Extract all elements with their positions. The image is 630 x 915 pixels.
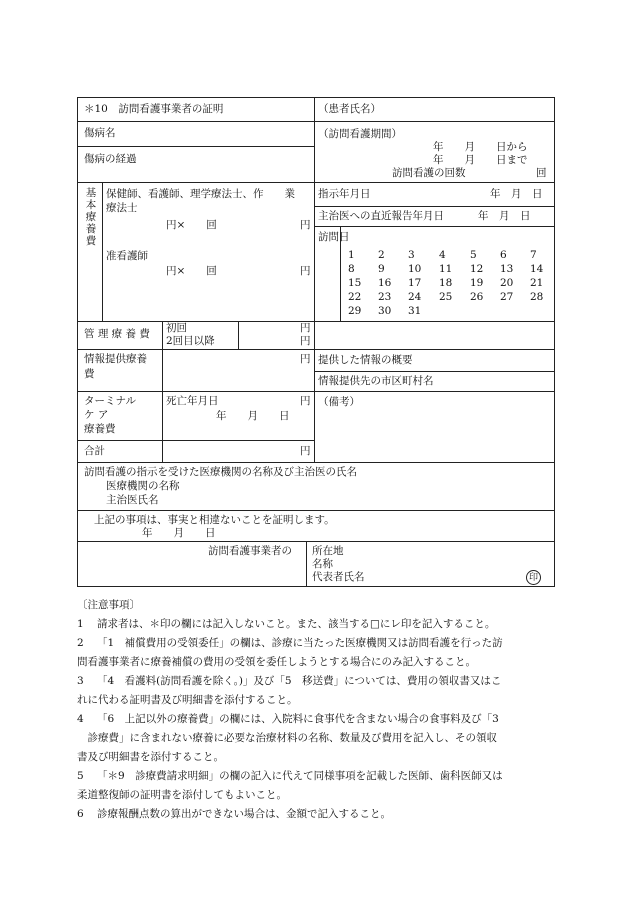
period-until: 年 月 日まで <box>433 154 528 166</box>
visit-days-label: 訪問日 <box>318 231 350 243</box>
representative-name-label: 代表者氏名 <box>312 571 365 583</box>
calendar-day: 2 <box>378 249 385 261</box>
note-number: 1 <box>77 618 84 630</box>
info-fee-yen: 円 <box>300 353 311 365</box>
rule <box>78 462 554 463</box>
nurse-unit-times: 円× 回 <box>166 219 217 231</box>
certify-date: 年 月 日 <box>142 527 216 539</box>
rule <box>314 206 554 207</box>
certification-form <box>77 97 555 587</box>
provider-name-label: 名称 <box>312 558 333 570</box>
rule <box>162 391 163 462</box>
note-line: 問看護事業者に療養補償の費用の受領を委任しようとする場合にのみ記入すること。 <box>77 656 476 668</box>
second-visit-yen: 円 <box>300 335 311 347</box>
note-line <box>77 672 557 691</box>
basic-fee-label: 基 本 療 養 費 <box>85 187 97 247</box>
terminal-label-1: ターミナル <box>84 395 136 407</box>
calendar-day: 1 <box>348 249 355 261</box>
rule <box>78 121 554 122</box>
rule <box>78 146 314 147</box>
calendar-day: 8 <box>348 263 355 275</box>
disease-course-label: 傷病の経過 <box>84 153 137 165</box>
terminal-label-2: ケ ア <box>84 409 109 421</box>
disease-name-label: 傷病名 <box>84 127 116 139</box>
note-number: 3 <box>77 675 84 687</box>
certify-statement: 上記の事項は、事実と相違ないことを証明します。 <box>94 514 335 526</box>
rule <box>78 541 554 542</box>
info-fee-label-2: 費 <box>84 368 95 380</box>
calendar-day: 11 <box>439 263 453 275</box>
provider-label: 訪問看護事業者の <box>208 545 292 557</box>
visit-count-label: 訪問看護の回数 <box>392 167 466 179</box>
note-line <box>77 634 557 653</box>
terminal-label-3: 療養費 <box>84 423 116 435</box>
report-date-value: 年 月 日 <box>478 210 531 222</box>
rule <box>78 391 554 392</box>
note-number: 6 <box>77 808 84 820</box>
note-number: 5 <box>77 770 84 782</box>
total-label: 合計 <box>84 445 105 457</box>
info-fee-label-1: 情報提供療養 <box>84 353 147 365</box>
nurse-label-line1: 保健師、看護師、理学療法士、作 業 <box>106 188 295 200</box>
rule <box>102 182 103 321</box>
note-item <box>77 615 557 634</box>
form-title: ＊10 訪問看護事業者の証明 <box>84 103 224 115</box>
assoc-yen: 円 <box>300 265 311 277</box>
note-number: 4 <box>77 713 84 725</box>
note-item <box>77 672 557 710</box>
info-city-label: 情報提供先の市区町村名 <box>318 375 434 387</box>
calendar-day: 14 <box>530 263 544 275</box>
mgmt-fee-label: 管 理 療 養 費 <box>84 328 150 340</box>
notes-list <box>77 615 557 824</box>
rule <box>78 321 554 322</box>
nurse-label-line2: 療法士 <box>106 202 138 214</box>
calendar-day: 17 <box>408 277 422 289</box>
calendar-day: 19 <box>470 277 484 289</box>
instruction-date-value: 年 月 日 <box>490 188 543 200</box>
note-line <box>77 767 557 786</box>
calendar-day: 6 <box>500 249 507 261</box>
notes-heading: 〔注意事項〕 <box>77 599 140 611</box>
nurse-yen: 円 <box>300 219 311 231</box>
note-text: 請求者は、＊印の欄には記入しないこと。また、該当する□にレ印を記入すること。 <box>97 618 496 630</box>
period-from: 年 月 日から <box>433 141 528 153</box>
calendar-day: 30 <box>378 305 392 317</box>
seal-icon: 印 <box>526 570 541 585</box>
note-line: 柔道整復師の証明書を添付してもよいこと。 <box>77 789 287 801</box>
calendar-day: 27 <box>500 291 514 303</box>
calendar-day: 15 <box>348 277 362 289</box>
calendar-day: 13 <box>500 263 514 275</box>
doctor-name-label: 主治医氏名 <box>106 494 159 506</box>
calendar-day: 4 <box>439 249 446 261</box>
calendar-day: 10 <box>408 263 422 275</box>
note-item <box>77 767 557 805</box>
notes-section <box>77 596 557 824</box>
report-date-label: 主治医への直近報告年月日 <box>318 210 444 222</box>
note-number: 2 <box>77 637 84 649</box>
note-item <box>77 805 557 824</box>
calendar-day: 7 <box>530 249 537 261</box>
rule <box>78 510 554 511</box>
calendar-day: 16 <box>378 277 392 289</box>
note-line: れに代わる証明書及び明細書を添付すること。 <box>77 694 298 706</box>
second-visit-label: 2回目以降 <box>166 335 215 347</box>
calendar-day: 9 <box>378 263 385 275</box>
remarks-label: （備考） <box>318 396 360 408</box>
rule <box>314 98 315 462</box>
note-text: 「＊9 診療費請求明細」の欄の記入に代えて同様事項を記載した医師、歯科医師又は <box>97 770 503 782</box>
instruction-date-label: 指示年月日 <box>318 188 371 200</box>
institution-title: 訪問看護の指示を受けた医療機関の名称及び主治医の氏名 <box>84 466 357 478</box>
calendar-day: 21 <box>530 277 544 289</box>
note-text: 「6 上記以外の療養費」の欄には、入院料に食事代を含まない場合の食事料及び「3 <box>97 713 499 725</box>
calendar-day: 26 <box>470 291 484 303</box>
calendar-day: 3 <box>408 249 415 261</box>
rule <box>78 349 554 350</box>
terminal-yen: 円 <box>300 395 311 407</box>
rule <box>314 371 554 372</box>
patient-name-label: （患者氏名） <box>318 103 381 115</box>
assoc-unit-times: 円× 回 <box>166 265 217 277</box>
note-line: 書及び明細書を添付すること。 <box>77 751 224 763</box>
rule <box>314 226 554 227</box>
note-line <box>77 710 557 729</box>
note-text: 診療報酬点数の算出ができない場合は、金額で記入すること。 <box>97 808 391 820</box>
calendar-day: 24 <box>408 291 422 303</box>
rule <box>78 182 554 183</box>
assoc-nurse-label: 准看護師 <box>106 250 148 262</box>
calendar-day: 29 <box>348 305 362 317</box>
calendar-day: 12 <box>470 263 484 275</box>
death-date-value: 年 月 日 <box>216 410 290 422</box>
note-item <box>77 710 557 767</box>
death-date-label: 死亡年月日 <box>166 395 219 407</box>
total-yen: 円 <box>300 445 311 457</box>
rule <box>162 321 163 349</box>
note-text: 「4 看護料(訪問看護を除く。)」及び「5 移送費」については、費用の領収書又はこ <box>97 675 502 687</box>
note-line: 診療費」に含まれない療養に必要な治療材料の名称、数量及び費用を記入し、その領収 <box>77 732 497 744</box>
visit-period-label: （訪問看護期間） <box>318 128 402 140</box>
calendar-day: 25 <box>439 291 453 303</box>
first-visit-label: 初回 <box>166 322 187 334</box>
note-line <box>77 805 557 824</box>
first-visit-yen: 円 <box>300 322 311 334</box>
rule <box>78 440 314 441</box>
calendar-day: 31 <box>408 305 422 317</box>
institution-name-label: 医療機関の名称 <box>106 480 180 492</box>
calendar-day: 5 <box>470 249 477 261</box>
note-line <box>77 615 557 634</box>
calendar-day: 23 <box>378 291 392 303</box>
rule <box>238 321 239 349</box>
rule <box>162 349 163 391</box>
info-summary-label: 提供した情報の概要 <box>318 354 413 366</box>
rule <box>306 541 307 587</box>
note-text: 「1 補償費用の受領委任」の欄は、診療に当たった医療機関又は訪問看護を行った訪 <box>97 637 503 649</box>
calendar-day: 28 <box>530 291 544 303</box>
calendar-day: 20 <box>500 277 514 289</box>
visit-count-unit: 回 <box>536 167 547 179</box>
calendar-day: 18 <box>439 277 453 289</box>
note-item <box>77 634 557 672</box>
calendar-day: 22 <box>348 291 362 303</box>
provider-address-label: 所在地 <box>312 545 344 557</box>
